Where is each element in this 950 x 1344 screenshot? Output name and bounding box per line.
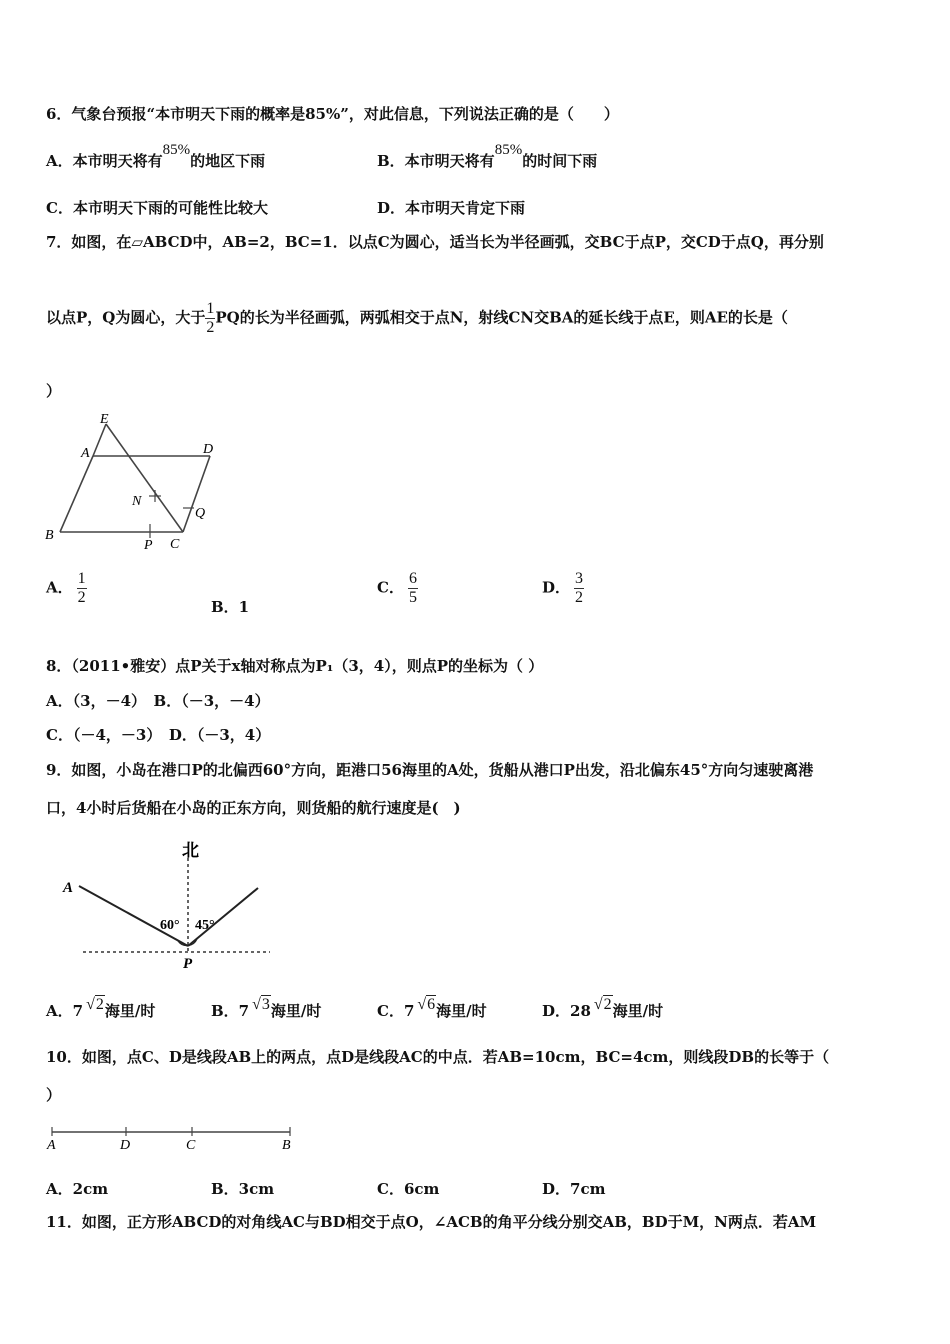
q9-option-c [377,996,487,1021]
q7-option-a-label: A． [46,578,73,597]
q9-figure-bearing [55,836,285,974]
q9-option-b-unit: 海里/时 [270,1002,322,1020]
q8-stem: 8．（2011•雅安）点P关于x轴对称点为P₁（3，4），则点P的坐标为（ ） [46,657,544,675]
q9-segment-ship-path [188,888,258,946]
q7-option-a-fraction [77,570,87,607]
q9-option-c-rad: 6 [427,996,436,1013]
q7-option-d-den: 2 [575,589,584,606]
q6-option-a-tail: 的地区下雨 [190,152,266,170]
q7-figure-parallelogram [40,408,230,556]
q9-option-a-sqrt: √2 [86,996,104,1013]
q9-option-a-unit: 海里/时 [104,1002,156,1020]
q6-option-b [377,142,598,171]
q9-option-b [211,996,322,1021]
q7-fraction-half [205,300,215,337]
q6-option-a [46,142,266,171]
q7-extension-ae [93,424,106,456]
q9-option-c-sqrt: √6 [417,996,436,1013]
q7-option-c-den: 5 [408,589,417,606]
q9-option-d [542,996,664,1021]
q7-ray-ce [106,424,183,532]
q7-label-b: B [45,528,54,543]
q9-stem-line1: 9．如图，小岛在港口P的北偏西60°方向，距港口56海里的A处，货船从港口P出发，沿北偏东45°方向匀速驶离港 [46,761,814,779]
q7-option-a-num: 1 [77,570,86,587]
q7-line2-post: PQ的长为半径画弧，两弧相交于点N，射线CN交BA的延长线于点E，则AE的长是（ [215,308,788,327]
q6-option-c: C．本市明天下雨的可能性比较大 [46,199,268,217]
q6-option-d: D．本市明天肯定下雨 [377,199,526,217]
q7-label-p: P [144,538,153,553]
q7-option-b: B．1 [211,598,250,616]
q7-option-c-num: 6 [408,570,417,587]
q9-stem-line2: 口，4小时后货船在小岛的正东方向，则货船的航行速度是( ) [46,799,461,817]
q7-stem-line1: 7．如图，在▱ABCD中，AB=2，BC=1．以点C为圆心，适当长为半径画弧，交BC于点P，交CD于点Q，再分别 [46,233,824,251]
q6-option-b-tail: 的时间下雨 [522,152,598,170]
q11-stem-line1: 11．如图，正方形ABCD的对角线AC与BD相交于点O，∠ACB的角平分线分别交AB，BD于M，N两点．若AM [46,1213,817,1231]
q9-option-d-coef: D．28 [542,1002,591,1020]
q7-label-d: D [203,442,214,457]
q7-stem-line2 [46,300,788,337]
q9-option-c-unit: 海里/时 [436,1002,487,1020]
q7-option-c-fraction [408,570,418,607]
q9-option-d-sqrt: √2 [593,996,612,1013]
q9-option-a [46,996,156,1021]
q8-options-row1: A．（3，－4） B．（－3，－4） [46,692,270,710]
q10-option-a: A．2cm [46,1180,109,1198]
q7-option-c [377,570,418,607]
q7-label-c: C [170,537,180,552]
q9-label-45: 45° [195,918,215,933]
q9-label-p: P [183,956,193,972]
q9-option-b-coef: B．7 [211,1002,250,1020]
q7-half-den: 2 [206,319,215,336]
q10-label-c: C [186,1138,196,1153]
q7-label-e: E [100,412,109,427]
q10-option-d: D．7cm [542,1180,606,1198]
q7-option-c-label: C． [377,578,404,597]
q10-option-c: C．6cm [377,1180,440,1198]
q10-option-b: B．3cm [211,1180,275,1198]
q9-option-c-coef: C．7 [377,1002,415,1020]
q9-label-60: 60° [160,918,180,933]
q10-stem-line2: ） [46,1086,62,1104]
q6-option-a-label: A．本市明天将有 [46,152,163,170]
q6-option-b-value: 85% [494,142,523,158]
q9-option-b-rad: 3 [261,996,270,1013]
q7-label-q: Q [195,506,206,521]
q7-option-d-fraction [574,570,584,607]
q6-option-a-value: 85% [162,142,191,158]
q7-option-d-num: 3 [575,570,584,587]
q7-option-a-den: 2 [77,589,86,606]
q7-stem-line3: ） [46,382,62,400]
q9-segment-pa [79,886,188,946]
q9-option-d-unit: 海里/时 [612,1002,664,1020]
q7-option-a [46,570,87,607]
q9-option-a-rad: 2 [95,996,104,1013]
q9-label-north: 北 [182,841,199,860]
q6-option-b-label: B．本市明天将有 [377,152,495,170]
q9-option-d-rad: 2 [603,996,612,1013]
q10-label-d: D [120,1138,131,1153]
q9-label-a: A [63,880,74,896]
q9-option-b-sqrt: √3 [252,996,270,1013]
q8-options-row2: C．（－4，－3） D．（－3，4） [46,726,271,744]
q7-label-n: N [132,494,142,509]
q7-half-num: 1 [206,300,215,317]
q7-label-a: A [81,446,90,461]
q10-figure-segment [44,1122,300,1154]
q10-label-b: B [282,1138,291,1153]
q10-label-a: A [47,1138,56,1153]
q7-line2-pre: 以点P，Q为圆心，大于 [46,308,206,327]
q7-option-d [542,570,584,607]
q7-option-d-label: D． [542,578,571,597]
q6-stem: 6．气象台预报“本市明天下雨的概率是85%”，对此信息，下列说法正确的是（ ） [46,105,619,123]
q9-option-a-coef: A．7 [46,1002,84,1020]
q10-stem-line1: 10．如图，点C、D是线段AB上的两点，点D是线段AC的中点．若AB=10cm，BC=4cm，则线段DB的长等于（ [46,1048,830,1066]
q7-segment-ba [60,456,93,532]
